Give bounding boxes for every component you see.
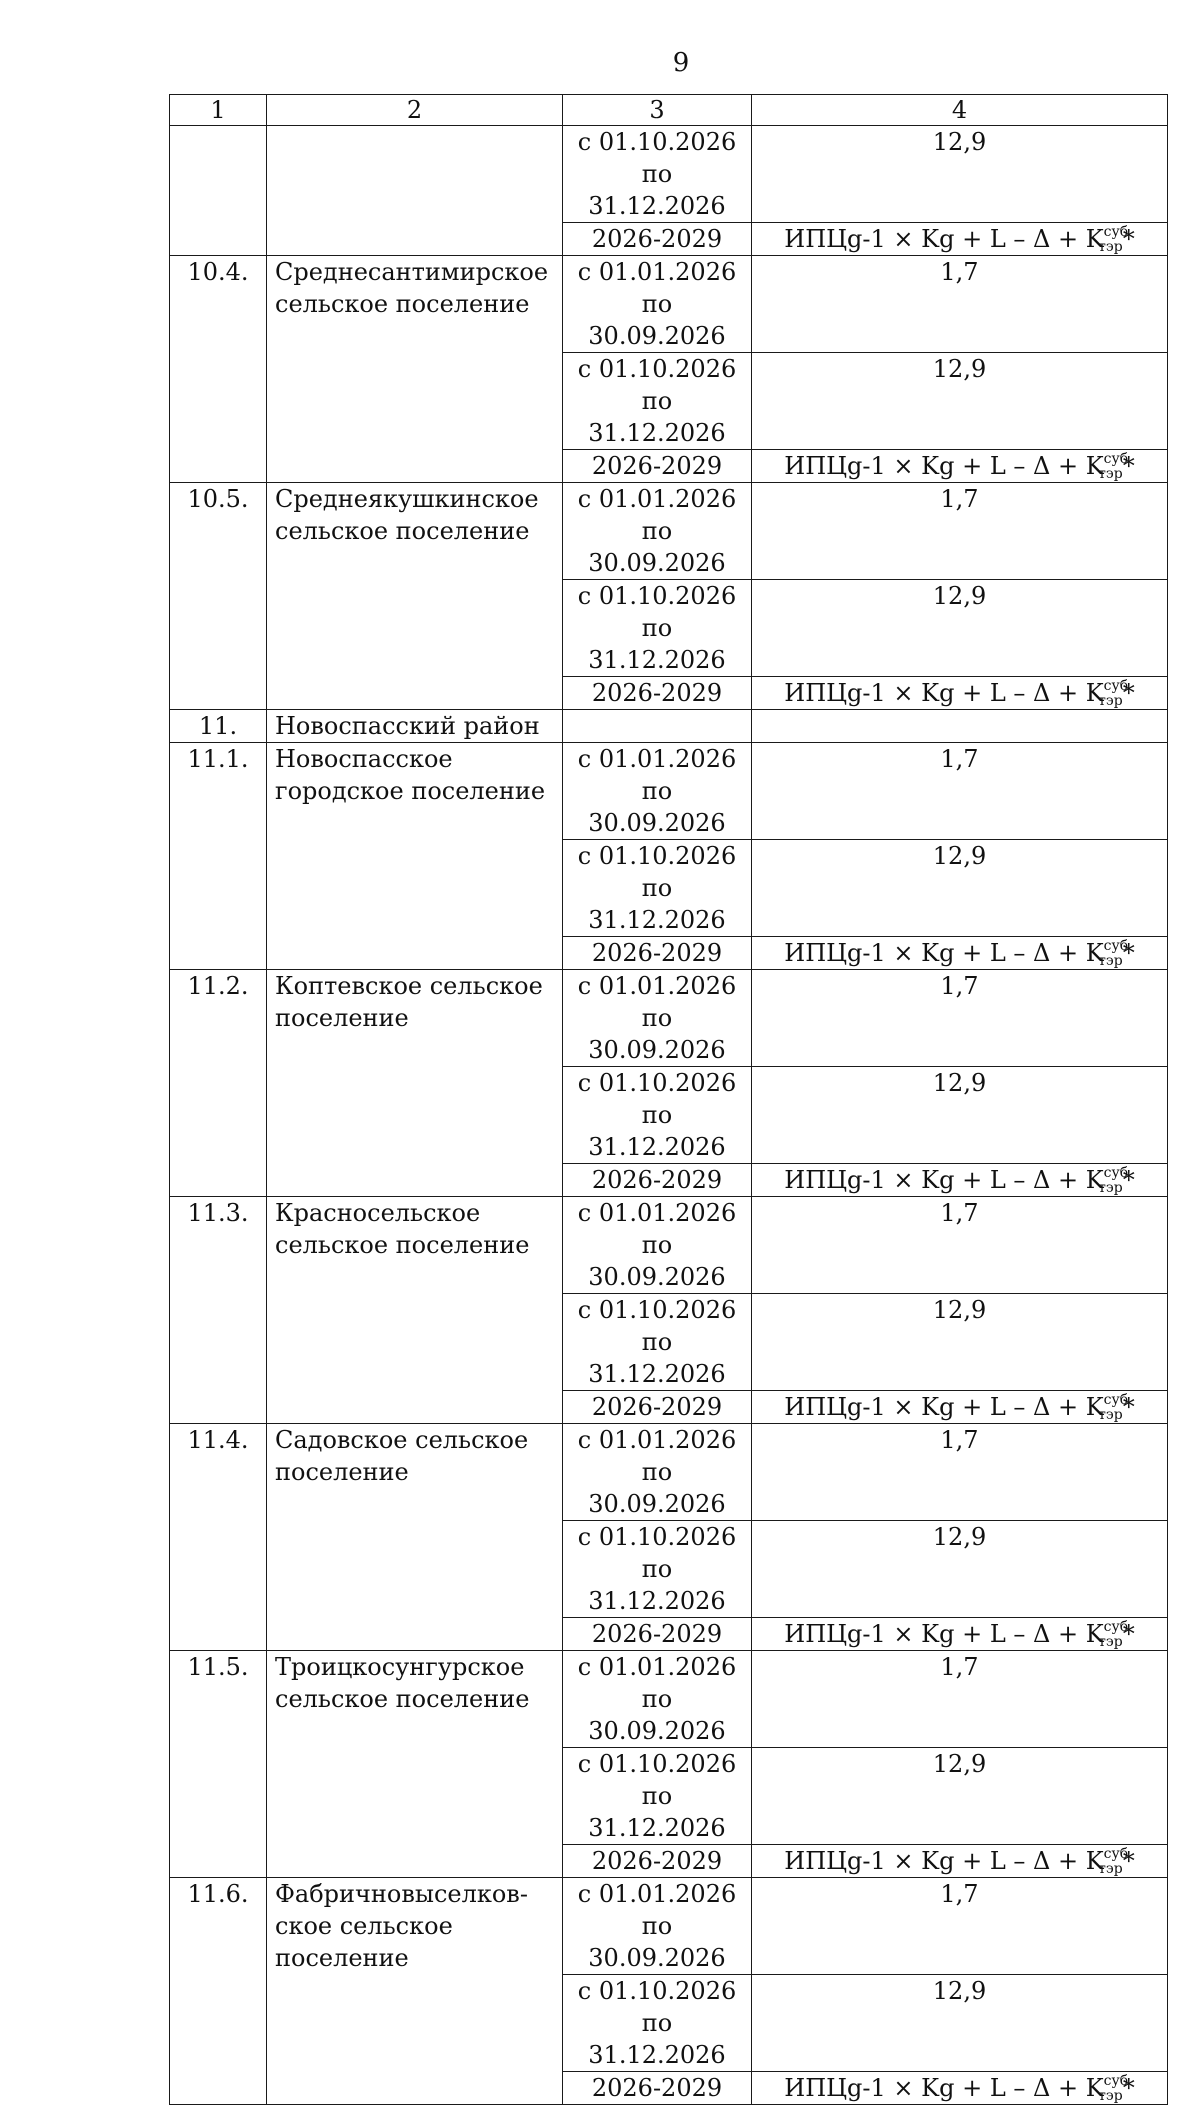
value-cell: 12,9 [752,353,1168,450]
period-cell: 2026-2029 [563,2072,752,2105]
formula-subscript: тэр [1098,953,1123,970]
table-row [170,1651,1168,1748]
value-cell: 12,9 [752,126,1168,223]
formula-subscript: тэр [1098,1634,1123,1651]
formula [784,937,1135,970]
formula-subscript: тэр [1098,693,1123,710]
value-cell [752,1845,1168,1878]
table-row [170,1424,1168,1521]
row-number-cell: 11.5. [170,1651,267,1878]
row-number-cell: 10.5. [170,483,267,710]
formula-asterisk: * [1122,679,1135,707]
table-row [170,970,1168,1067]
period-cell: 2026-2029 [563,1618,752,1651]
period-cell: с 01.10.2026 по 31.12.2026 [563,353,752,450]
period-cell: 2026-2029 [563,450,752,483]
value-cell: 1,7 [752,256,1168,353]
formula-asterisk: * [1122,1393,1135,1421]
row-number-cell: 11.2. [170,970,267,1197]
row-name-cell: Красносельское сельское поселение [267,1197,563,1424]
formula [784,1391,1135,1424]
formula-subscript: тэр [1098,1861,1123,1878]
formula-subscript: тэр [1098,2088,1123,2105]
period-cell: с 01.01.2026 по 30.09.2026 [563,743,752,840]
row-name-cell: Среднесантимирское сельское поселение [267,256,563,483]
value-cell [752,937,1168,970]
header-col-1: 1 [170,95,267,126]
tariff-table [169,94,1168,2105]
table-row [170,1197,1168,1294]
period-cell: 2026-2029 [563,1391,752,1424]
formula-main: ИПЦg-1 × Kg + L – Δ + K [784,679,1104,707]
period-cell: с 01.01.2026 по 30.09.2026 [563,970,752,1067]
period-cell: с 01.10.2026 по 31.12.2026 [563,1748,752,1845]
formula-asterisk: * [1122,1166,1135,1194]
value-cell: 12,9 [752,1067,1168,1164]
table-body [170,126,1168,2105]
formula-superscript: суб [1103,1618,1129,1635]
row-number-cell: 11.4. [170,1424,267,1651]
value-cell: 12,9 [752,1748,1168,1845]
formula [784,1845,1135,1878]
period-cell: с 01.10.2026 по 31.12.2026 [563,1294,752,1391]
formula-main: ИПЦg-1 × Kg + L – Δ + K [784,1620,1104,1648]
formula [784,450,1135,483]
formula-subscript: тэр [1098,466,1123,483]
value-cell [752,710,1168,743]
row-name-cell: Коптевское сельское поселение [267,970,563,1197]
value-cell [752,1618,1168,1651]
formula-main: ИПЦg-1 × Kg + L – Δ + K [784,452,1104,480]
formula-main: ИПЦg-1 × Kg + L – Δ + K [784,225,1104,253]
period-cell: 2026-2029 [563,223,752,256]
header-col-2: 2 [267,95,563,126]
period-cell: 2026-2029 [563,1164,752,1197]
period-cell: с 01.01.2026 по 30.09.2026 [563,1424,752,1521]
formula-superscript: суб [1103,677,1129,694]
period-cell: 2026-2029 [563,937,752,970]
period-cell: с 01.10.2026 по 31.12.2026 [563,840,752,937]
table-row [170,743,1168,840]
row-number-cell [170,126,267,256]
formula-superscript: суб [1103,1164,1129,1181]
formula-subscript: тэр [1098,1180,1123,1197]
row-name-cell: Новоспасское городское поселение [267,743,563,970]
row-name-cell: Садовское сельское поселение [267,1424,563,1651]
value-cell: 12,9 [752,1294,1168,1391]
table-row [170,126,1168,223]
period-cell: с 01.10.2026 по 31.12.2026 [563,1975,752,2072]
value-cell [752,223,1168,256]
value-cell: 1,7 [752,743,1168,840]
table-row [170,710,1168,743]
value-cell: 12,9 [752,1521,1168,1618]
value-cell: 1,7 [752,1197,1168,1294]
formula-asterisk: * [1122,225,1135,253]
formula-asterisk: * [1122,452,1135,480]
period-cell: с 01.01.2026 по 30.09.2026 [563,483,752,580]
formula-main: ИПЦg-1 × Kg + L – Δ + K [784,2074,1104,2102]
header-col-3: 3 [563,95,752,126]
table-row [170,256,1168,353]
period-cell: с 01.10.2026 по 31.12.2026 [563,580,752,677]
row-name-cell [267,126,563,256]
formula-asterisk: * [1122,1620,1135,1648]
formula [784,223,1135,256]
value-cell: 1,7 [752,483,1168,580]
formula-superscript: суб [1103,1391,1129,1408]
formula-superscript: суб [1103,223,1129,240]
formula [784,1164,1135,1197]
value-cell: 1,7 [752,1424,1168,1521]
period-cell: с 01.01.2026 по 30.09.2026 [563,1878,752,1975]
formula-superscript: суб [1103,2072,1129,2089]
row-name-cell: Фабричновыселков-ское сельское поселение [267,1878,563,2105]
value-cell: 12,9 [752,580,1168,677]
row-number-cell: 11.1. [170,743,267,970]
row-number-cell: 11.3. [170,1197,267,1424]
table-row [170,1878,1168,1975]
header-row [170,95,1168,126]
row-number-cell: 11.6. [170,1878,267,2105]
row-name-cell: Среднеякушкинское сельское поселение [267,483,563,710]
value-cell: 1,7 [752,1878,1168,1975]
formula-superscript: суб [1103,937,1129,954]
period-cell [563,710,752,743]
value-cell: 1,7 [752,970,1168,1067]
formula-main: ИПЦg-1 × Kg + L – Δ + K [784,1847,1104,1875]
value-cell [752,1164,1168,1197]
value-cell: 12,9 [752,1975,1168,2072]
formula [784,1618,1135,1651]
formula [784,2072,1135,2105]
formula-asterisk: * [1122,1847,1135,1875]
row-name-cell: Новоспасский район [267,710,563,743]
period-cell: с 01.01.2026 по 30.09.2026 [563,1651,752,1748]
period-cell: с 01.10.2026 по 31.12.2026 [563,1521,752,1618]
row-number-cell: 10.4. [170,256,267,483]
table-row [170,483,1168,580]
period-cell: с 01.10.2026 по 31.12.2026 [563,126,752,223]
value-cell: 12,9 [752,840,1168,937]
formula-main: ИПЦg-1 × Kg + L – Δ + K [784,1166,1104,1194]
period-cell: с 01.10.2026 по 31.12.2026 [563,1067,752,1164]
formula-subscript: тэр [1098,239,1123,256]
value-cell [752,677,1168,710]
header-col-4: 4 [752,95,1168,126]
value-cell: 1,7 [752,1651,1168,1748]
formula-main: ИПЦg-1 × Kg + L – Δ + K [784,939,1104,967]
row-number-cell: 11. [170,710,267,743]
period-cell: 2026-2029 [563,1845,752,1878]
row-name-cell: Троицкосунгурское сельское поселение [267,1651,563,1878]
formula-subscript: тэр [1098,1407,1123,1424]
value-cell [752,450,1168,483]
period-cell: 2026-2029 [563,677,752,710]
formula-superscript: суб [1103,450,1129,467]
period-cell: с 01.01.2026 по 30.09.2026 [563,256,752,353]
formula-asterisk: * [1122,2074,1135,2102]
period-cell: с 01.01.2026 по 30.09.2026 [563,1197,752,1294]
formula-asterisk: * [1122,939,1135,967]
value-cell [752,2072,1168,2105]
value-cell [752,1391,1168,1424]
formula-superscript: суб [1103,1845,1129,1862]
formula-main: ИПЦg-1 × Kg + L – Δ + K [784,1393,1104,1421]
page-number: 9 [672,48,690,78]
formula [784,677,1135,710]
